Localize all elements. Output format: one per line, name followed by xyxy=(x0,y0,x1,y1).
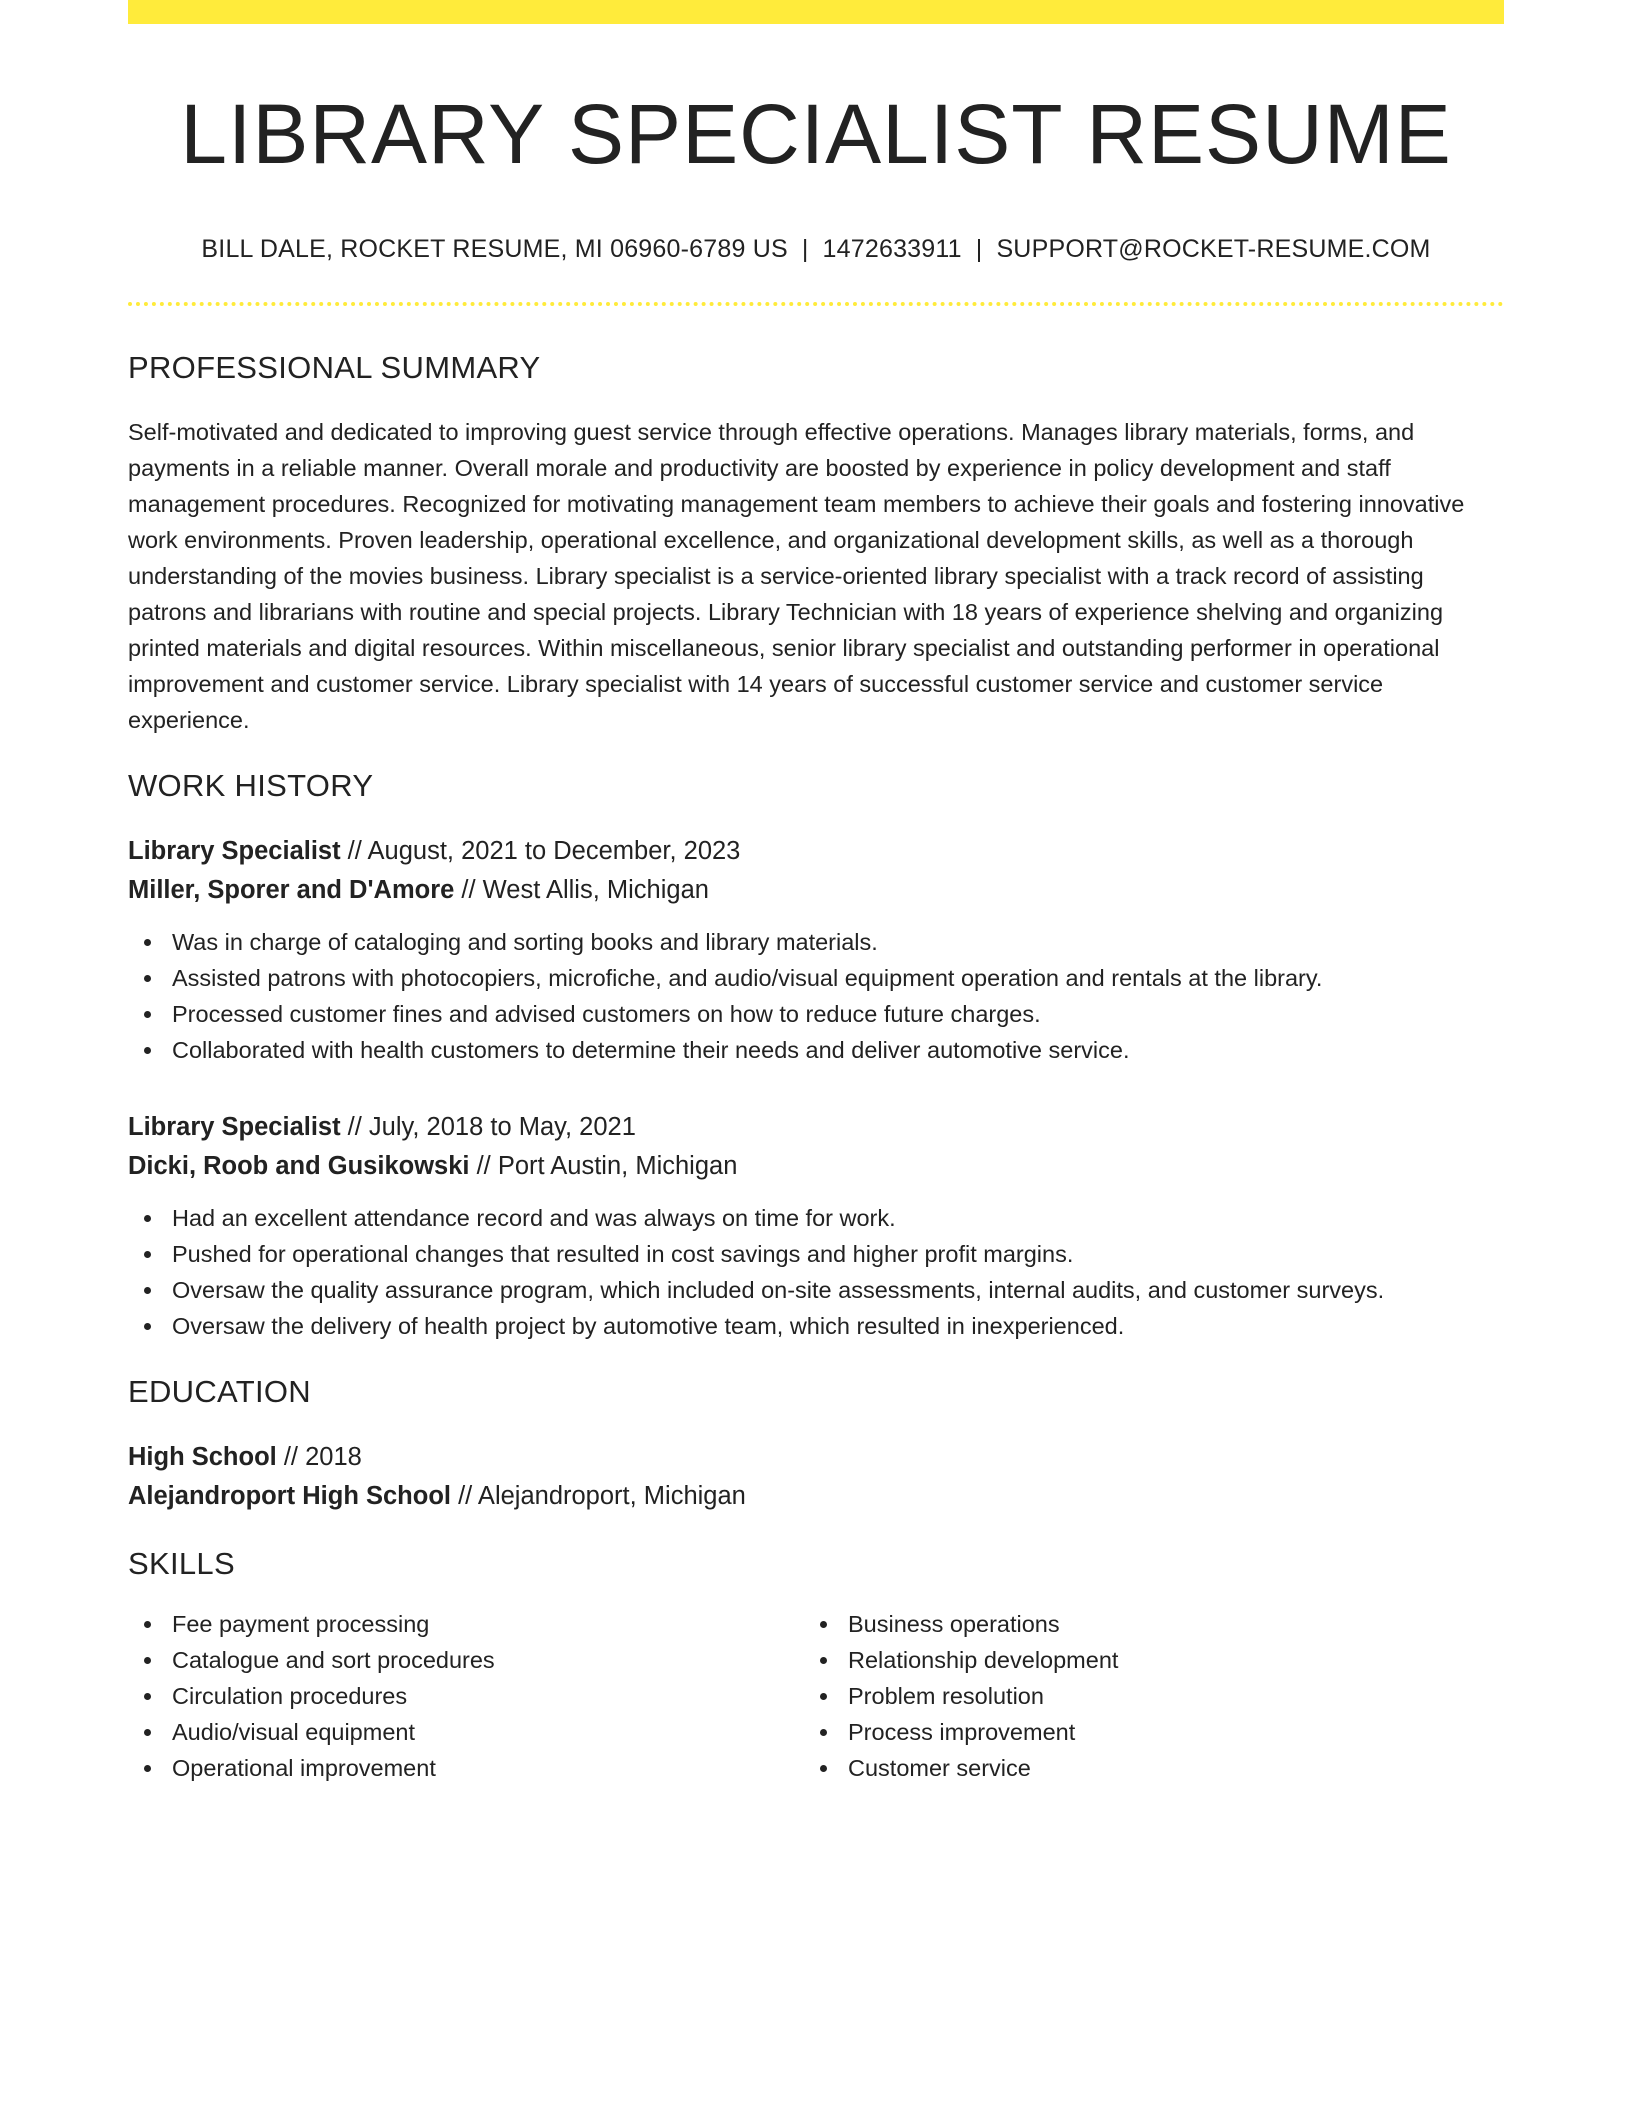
job-location: // West Allis, Michigan xyxy=(454,875,709,904)
skills-columns xyxy=(128,1606,1504,1786)
job-entry xyxy=(128,1108,1504,1344)
resume-title: LIBRARY SPECIALIST RESUME xyxy=(180,87,1452,181)
job-company: Miller, Sporer and D'Amore xyxy=(128,875,455,904)
contact-line xyxy=(128,235,1504,264)
list-item: Pushed for operational changes that resulted in cost savings and higher profit margins. xyxy=(128,1236,1504,1272)
summary-text: Self-motivated and dedicated to improving guest service through effective operations. Manages library materials, forms, and payments in a reliable manner. Overall morale and productivity are boosted by experience in policy development and staff management procedures. Recognized for motivating management team members to achieve their goals and fostering innovative work environments. Proven leadership, operational excellence, and organizational development skills, as well as a thorough understanding of the movies business. Library specialist is a service-oriented library specialist with a track record of assisting patrons and librarians with routine and special projects. Library Technician with 18 years of experience shelving and organizing printed materials and digital resources. Within miscellaneous, senior library specialist and outstanding performer in operational improvement and customer service. Library specialist with 14 years of successful customer service and customer service experience. xyxy=(128,418,1465,733)
job-title: Library Specialist xyxy=(128,1112,341,1141)
job-title: Library Specialist xyxy=(128,836,341,865)
education-entry xyxy=(128,1438,1504,1516)
education-year: // 2018 xyxy=(276,1442,362,1471)
contact-separator: | xyxy=(801,234,809,263)
resume-page xyxy=(128,0,1504,1786)
list-item: Circulation procedures xyxy=(128,1678,804,1714)
job-entry xyxy=(128,832,1504,1068)
skills-list xyxy=(128,1606,804,1786)
list-item: Business operations xyxy=(804,1606,1480,1642)
skills-heading: SKILLS xyxy=(128,1545,235,1581)
contact-phone: 1472633911 xyxy=(822,234,962,263)
education-location: // Alejandroport, Michigan xyxy=(451,1481,746,1510)
education-degree-line xyxy=(128,1438,1504,1477)
summary-heading: PROFESSIONAL SUMMARY xyxy=(128,349,541,385)
education-degree: High School xyxy=(128,1442,277,1471)
list-item: Process improvement xyxy=(804,1714,1480,1750)
skills-right-column xyxy=(804,1606,1480,1786)
job-dates: // July, 2018 to May, 2021 xyxy=(340,1112,636,1141)
list-item: Relationship development xyxy=(804,1642,1480,1678)
accent-bar xyxy=(128,0,1504,24)
list-item: Operational improvement xyxy=(128,1750,804,1786)
list-item: Was in charge of cataloging and sorting books and library materials. xyxy=(128,924,1504,960)
dotted-divider xyxy=(128,302,1504,306)
skills-list xyxy=(804,1606,1480,1786)
list-item: Had an excellent attendance record and was always on time for work. xyxy=(128,1200,1504,1236)
job-bullets xyxy=(128,1200,1504,1344)
list-item: Customer service xyxy=(804,1750,1480,1786)
contact-email: SUPPORT@ROCKET-RESUME.COM xyxy=(996,234,1431,263)
job-company: Dicki, Roob and Gusikowski xyxy=(128,1151,470,1180)
list-item: Oversaw the quality assurance program, which included on-site assessments, internal audits, and customer surveys. xyxy=(128,1272,1504,1308)
list-item: Processed customer fines and advised customers on how to reduce future charges. xyxy=(128,996,1504,1032)
job-location: // Port Austin, Michigan xyxy=(469,1151,738,1180)
list-item: Assisted patrons with photocopiers, microfiche, and audio/visual equipment operation and rentals at the library. xyxy=(128,960,1504,996)
job-dates: // August, 2021 to December, 2023 xyxy=(340,836,741,865)
list-item: Catalogue and sort procedures xyxy=(128,1642,804,1678)
list-item: Oversaw the delivery of health project by automotive team, which resulted in inexperienced. xyxy=(128,1308,1504,1344)
job-company-line xyxy=(128,871,1504,910)
list-item: Fee payment processing xyxy=(128,1606,804,1642)
list-item: Audio/visual equipment xyxy=(128,1714,804,1750)
job-bullets xyxy=(128,924,1504,1068)
work-history-heading: WORK HISTORY xyxy=(128,767,374,803)
contact-separator: | xyxy=(975,234,983,263)
education-school-line xyxy=(128,1477,1504,1516)
job-title-line xyxy=(128,1108,1504,1147)
list-item: Problem resolution xyxy=(804,1678,1480,1714)
skills-left-column xyxy=(128,1606,804,1786)
contact-address: BILL DALE, ROCKET RESUME, MI 06960-6789 US xyxy=(201,234,788,263)
education-heading: EDUCATION xyxy=(128,1373,311,1409)
job-company-line xyxy=(128,1147,1504,1186)
list-item: Collaborated with health customers to determine their needs and deliver automotive service. xyxy=(128,1032,1504,1068)
education-school: Alejandroport High School xyxy=(128,1481,451,1510)
job-title-line xyxy=(128,832,1504,871)
